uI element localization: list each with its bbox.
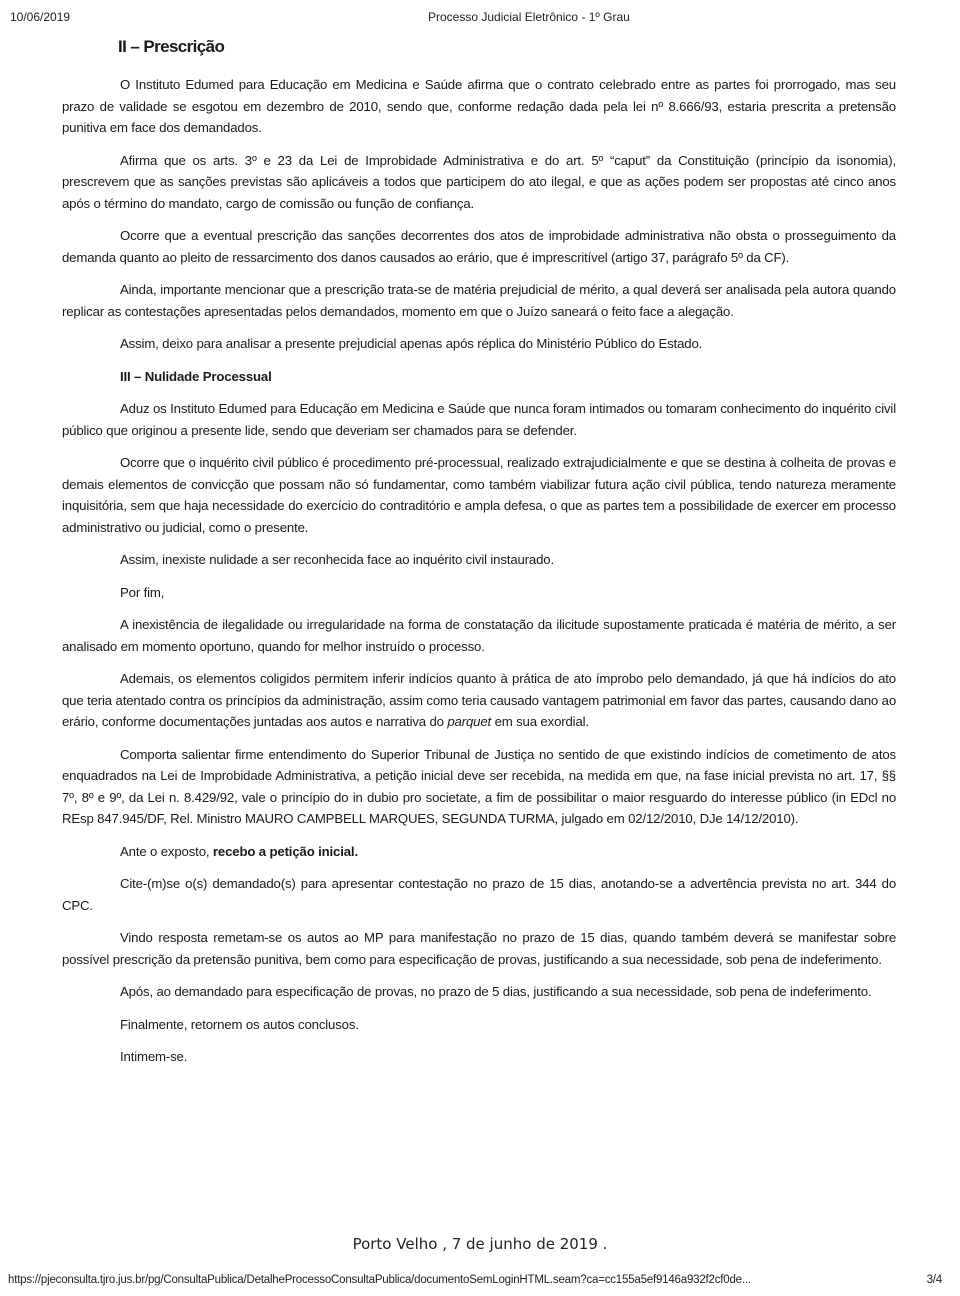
paragraph: Aduz os Instituto Edumed para Educação em Medicina e Saúde que nunca foram intimados ou tomaram conhecimento do inquérito civil público que originou a presente lide, sendo que deveriam ser chamados para se defender.: [62, 401, 896, 438]
paragraph-stj: Comporta salientar firme entendimento do Superior Tribunal de Justiça no sentido de que existindo indícios de cometimento de atos enquadrados na Lei de Improbidade Administrativa, a petição inicial deve ser recebida, na medida em que, na fase inicial prevista no art. 17, §§ 7º, 8º e 9º, da Lei n. 8.429/92, vale o princípio do in dubio pro societate, a fim de possibilitar o maior resguardo do interesse público (in EDcl no REsp 847.945/DF, Rel. Ministro MAURO CAMPBELL MARQUES, SEGUNDA TURMA, julgado em 02/12/2010, DJe 14/12/2010).: [62, 746, 896, 826]
page-number: 3/4: [926, 1274, 942, 1286]
document-body: [62, 34, 896, 1079]
paragraph: Afirma que os arts. 3º e 23 da Lei de Improbidade Administrativa e do art. 5º “caput” da Constituição (princípio da isonomia), prescrevem que as sanções previstas são aplicáveis a todos que participem do ato ilegal, e que as ações podem ser propostas até cinco anos após o término do mandato, cargo de comissão ou função de confiança.: [62, 152, 896, 211]
paragraph: A inexistência de ilegalidade ou irregularidade na forma de constatação da ilicitude supostamente praticada é matéria de mérito, a ser analisado em momento oportuno, quando for melhor instruído o processo.: [62, 617, 896, 654]
print-header: [0, 8, 960, 26]
paragraph: Ainda, importante mencionar que a prescrição trata-se de matéria prejudicial de mérito, a qual deverá ser analisada pela autora quando replicar as contestações apresentadas pelos demandados, momento em que o Juízo saneará o feito face a alegação.: [62, 282, 896, 319]
text: Ante o exposto,: [120, 843, 213, 859]
paragraph-ademais: [62, 668, 896, 733]
paragraph: Após, ao demandado para especificação de provas, no prazo de 5 dias, justificando a sua necessidade, sob pena de indeferimento.: [120, 984, 872, 999]
decision-bold: recebo a petição inicial.: [212, 843, 358, 859]
paragraph: Intimem-se.: [120, 1049, 188, 1064]
paragraph: Por fim,: [120, 584, 165, 600]
italic-term: parquet: [447, 714, 492, 729]
print-footer: [0, 1274, 960, 1290]
paragraph: O Instituto Edumed para Educação em Medicina e Saúde afirma que o contrato celebrado entre as partes foi prorrogado, mas seu prazo de validade se esgotou em dezembro de 2010, sendo que, conforme redação dada pela lei nº 8.666/93, estaria prescrita a pretensão punitiva em face dos demandados.: [62, 77, 896, 135]
paragraph: Ocorre que a eventual prescrição das sanções decorrentes dos atos de improbidade administrativa não obsta o prosseguimento da demanda quanto ao pleito de ressarcimento dos danos causados ao erário, que é imprescritível (artigo 37, parágrafo 5º da CF).: [62, 228, 896, 265]
paragraph: Vindo resposta remetam-se os autos ao MP para manifestação no prazo de 15 dias, quando também deverá se manifestar sobre possível prescrição da pretensão punitiva, bem como para especificação de provas, justificando a sua necessidade, sob pena de indeferimento.: [62, 930, 896, 967]
paragraph: Assim, deixo para analisar a presente prejudicial apenas após réplica do Ministério Público do Estado.: [120, 336, 703, 351]
paragraph: Ocorre que o inquérito civil público é procedimento pré-processual, realizado extrajudicialmente e que se destina à colheita de provas e demais elementos de convicção que possam não só fundamentar, como também viabilizar futura ação civil pública, tendo natureza meramente inquisitória, sem que haja necessidade do exercício do contraditório e ampla defesa, o que as partes tem a possibilidade de exercer em processo administrativo ou judicial, como o presente.: [62, 455, 896, 535]
paragraph-ante-exposto: [62, 841, 896, 863]
paragraph: Assim, inexiste nulidade a ser reconhecida face ao inquérito civil instaurado.: [120, 552, 554, 567]
heading-prescricao: II – Prescrição: [118, 37, 225, 56]
print-title: Processo Judicial Eletrônico - 1º Grau: [428, 10, 630, 24]
paragraph: Cite-(m)se o(s) demandado(s) para apresentar contestação no prazo de 15 dias, anotando-se a advertência prevista no art. 344 do CPC.: [62, 876, 896, 913]
document-url: https://pjeconsulta.tjro.jus.br/pg/ConsultaPublica/DetalheProcessoConsultaPublica/documentoSemLoginHTML.seam?ca=cc155a5ef9146a932f2cf0de...: [8, 1274, 751, 1286]
paragraph: Finalmente, retornem os autos conclusos.: [120, 1016, 359, 1032]
signature-location-date: Porto Velho , 7 de junho de 2019 .: [352, 1235, 608, 1253]
text: Ademais, os elementos coligidos permitem inferir indícios quanto à prática de ato ímprobo pelo demandado, já que há indícios do ato que teria atentado contra os princípios da administração, assim como teria causado vantagem patrimonial em favor das partes, causando dano ao erário, conforme documentações juntadas aos autos e narrativa do: [62, 671, 896, 729]
heading-nulidade-processual: III – Nulidade Processual: [120, 368, 272, 384]
text: em sua exordial.: [491, 714, 589, 729]
print-date: 10/06/2019: [10, 10, 71, 24]
